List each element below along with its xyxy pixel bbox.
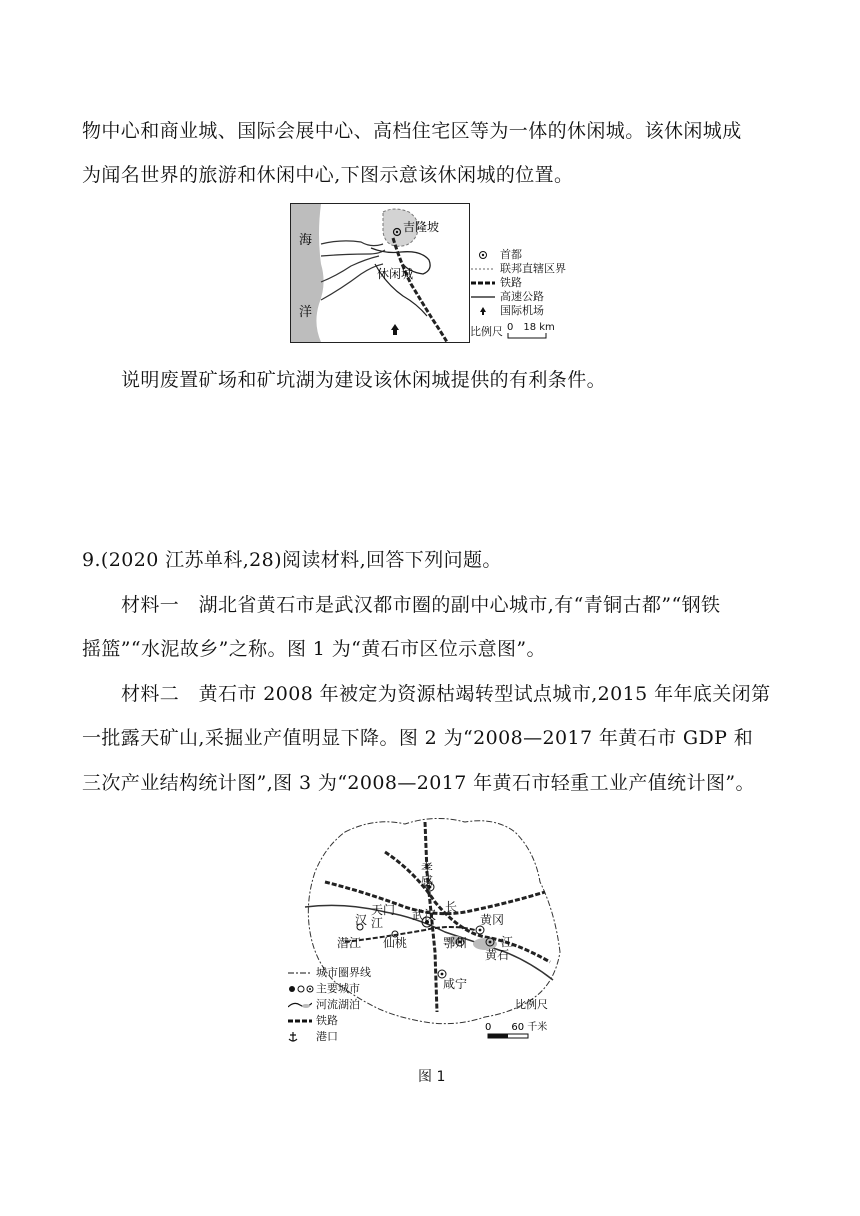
map-label: 汉 [355,913,368,927]
material-line: 材料一 湖北省黄石市是武汉都市圈的副中心城市,有“青铜古都”“钢铁 [121,594,721,616]
legend-item [288,965,371,981]
scale-label: 比例尺 [515,998,548,1011]
paragraph-line: 物中心和商业城、国际会展中心、高档住宅区等为一体的休闲城。该休闲城成 [82,120,742,142]
city-label: 吉隆坡 [403,220,440,234]
map1-drawing [291,204,469,342]
map1-legend [470,248,566,318]
legend-label: 河流湖泊 [316,998,360,1011]
map-label: 江 [371,916,384,930]
legend-label: 铁路 [316,1014,338,1027]
legend-label: 高速公路 [500,290,544,303]
map-label: 黄冈 [480,913,505,927]
scale-values: 0 60 千米 [485,1022,548,1033]
legend-label: 铁路 [500,276,522,289]
legend-label: 国际机场 [500,304,544,317]
material-line: 三次产业结构统计图”,图 3 为“2008—2017 年黄石市轻重工业产值统计图”。 [82,772,755,794]
legend-item [470,276,566,290]
map-label: 长 [445,900,458,914]
legend-item [288,981,371,997]
map2-scale [485,997,548,1038]
material-line: 一批露天矿山,采掘业产值明显下降。图 2 为“2008—2017 年黄石市 GDP 和 [82,727,754,749]
airport-icon [391,324,399,335]
map-label: 黄石 [485,948,510,962]
map-label: 江 [501,935,514,949]
legend-item [470,304,566,318]
legend-label: 城市圈界线 [316,966,371,979]
question-header: 9.(2020 江苏单科,28)阅读材料,回答下列问题。 [82,549,502,571]
sea-label: 海 [299,233,313,248]
map-label: 咸宁 [443,977,468,991]
map-label: 天门 [371,903,396,917]
legend-item [288,1013,371,1029]
legend-label: 港口 [316,1030,338,1043]
legend-item [470,262,566,276]
legend-label: 联邦直辖区界 [500,262,566,275]
map1-scale [470,318,555,339]
legend-item [470,290,566,304]
legend-label: 主要城市 [316,982,360,995]
map-label: 潜江 [337,936,362,950]
paragraph-line: 为闻名世界的旅游和休闲中心,下图示意该休闲城的位置。 [82,164,574,186]
map-label: 武汉 [412,908,437,922]
anchor-icon [288,1031,298,1043]
legend-item [288,997,371,1013]
map2-legend [288,965,371,1045]
map-label: 孝 [421,861,434,875]
legend-item [288,1029,371,1045]
material-line: 材料二 黄石市 2008 年被定为资源枯竭转型试点城市,2015 年年底关闭第 [121,683,771,705]
material-line: 摇篮”“水泥故乡”之称。图 1 为“黄石市区位示意图”。 [82,638,546,660]
map-label: 鄂州 [443,936,468,950]
map-label: 仙桃 [383,936,408,950]
sea-area [291,204,324,342]
scale-bar [507,333,547,339]
legend-label: 首都 [500,248,522,261]
legend-item [470,248,566,262]
question-text: 说明废置矿场和矿坑湖为建设该休闲城提供的有利条件。 [121,369,607,391]
scale-values: 0 18 km [507,322,555,333]
map-label: 感 [421,874,434,888]
scale-label: 比例尺 [470,325,503,338]
resort-label: 休闲城 [377,267,414,281]
resort-location-map [290,203,470,343]
sea-label: 洋 [299,305,313,320]
figure-caption: 图 1 [418,1069,446,1085]
